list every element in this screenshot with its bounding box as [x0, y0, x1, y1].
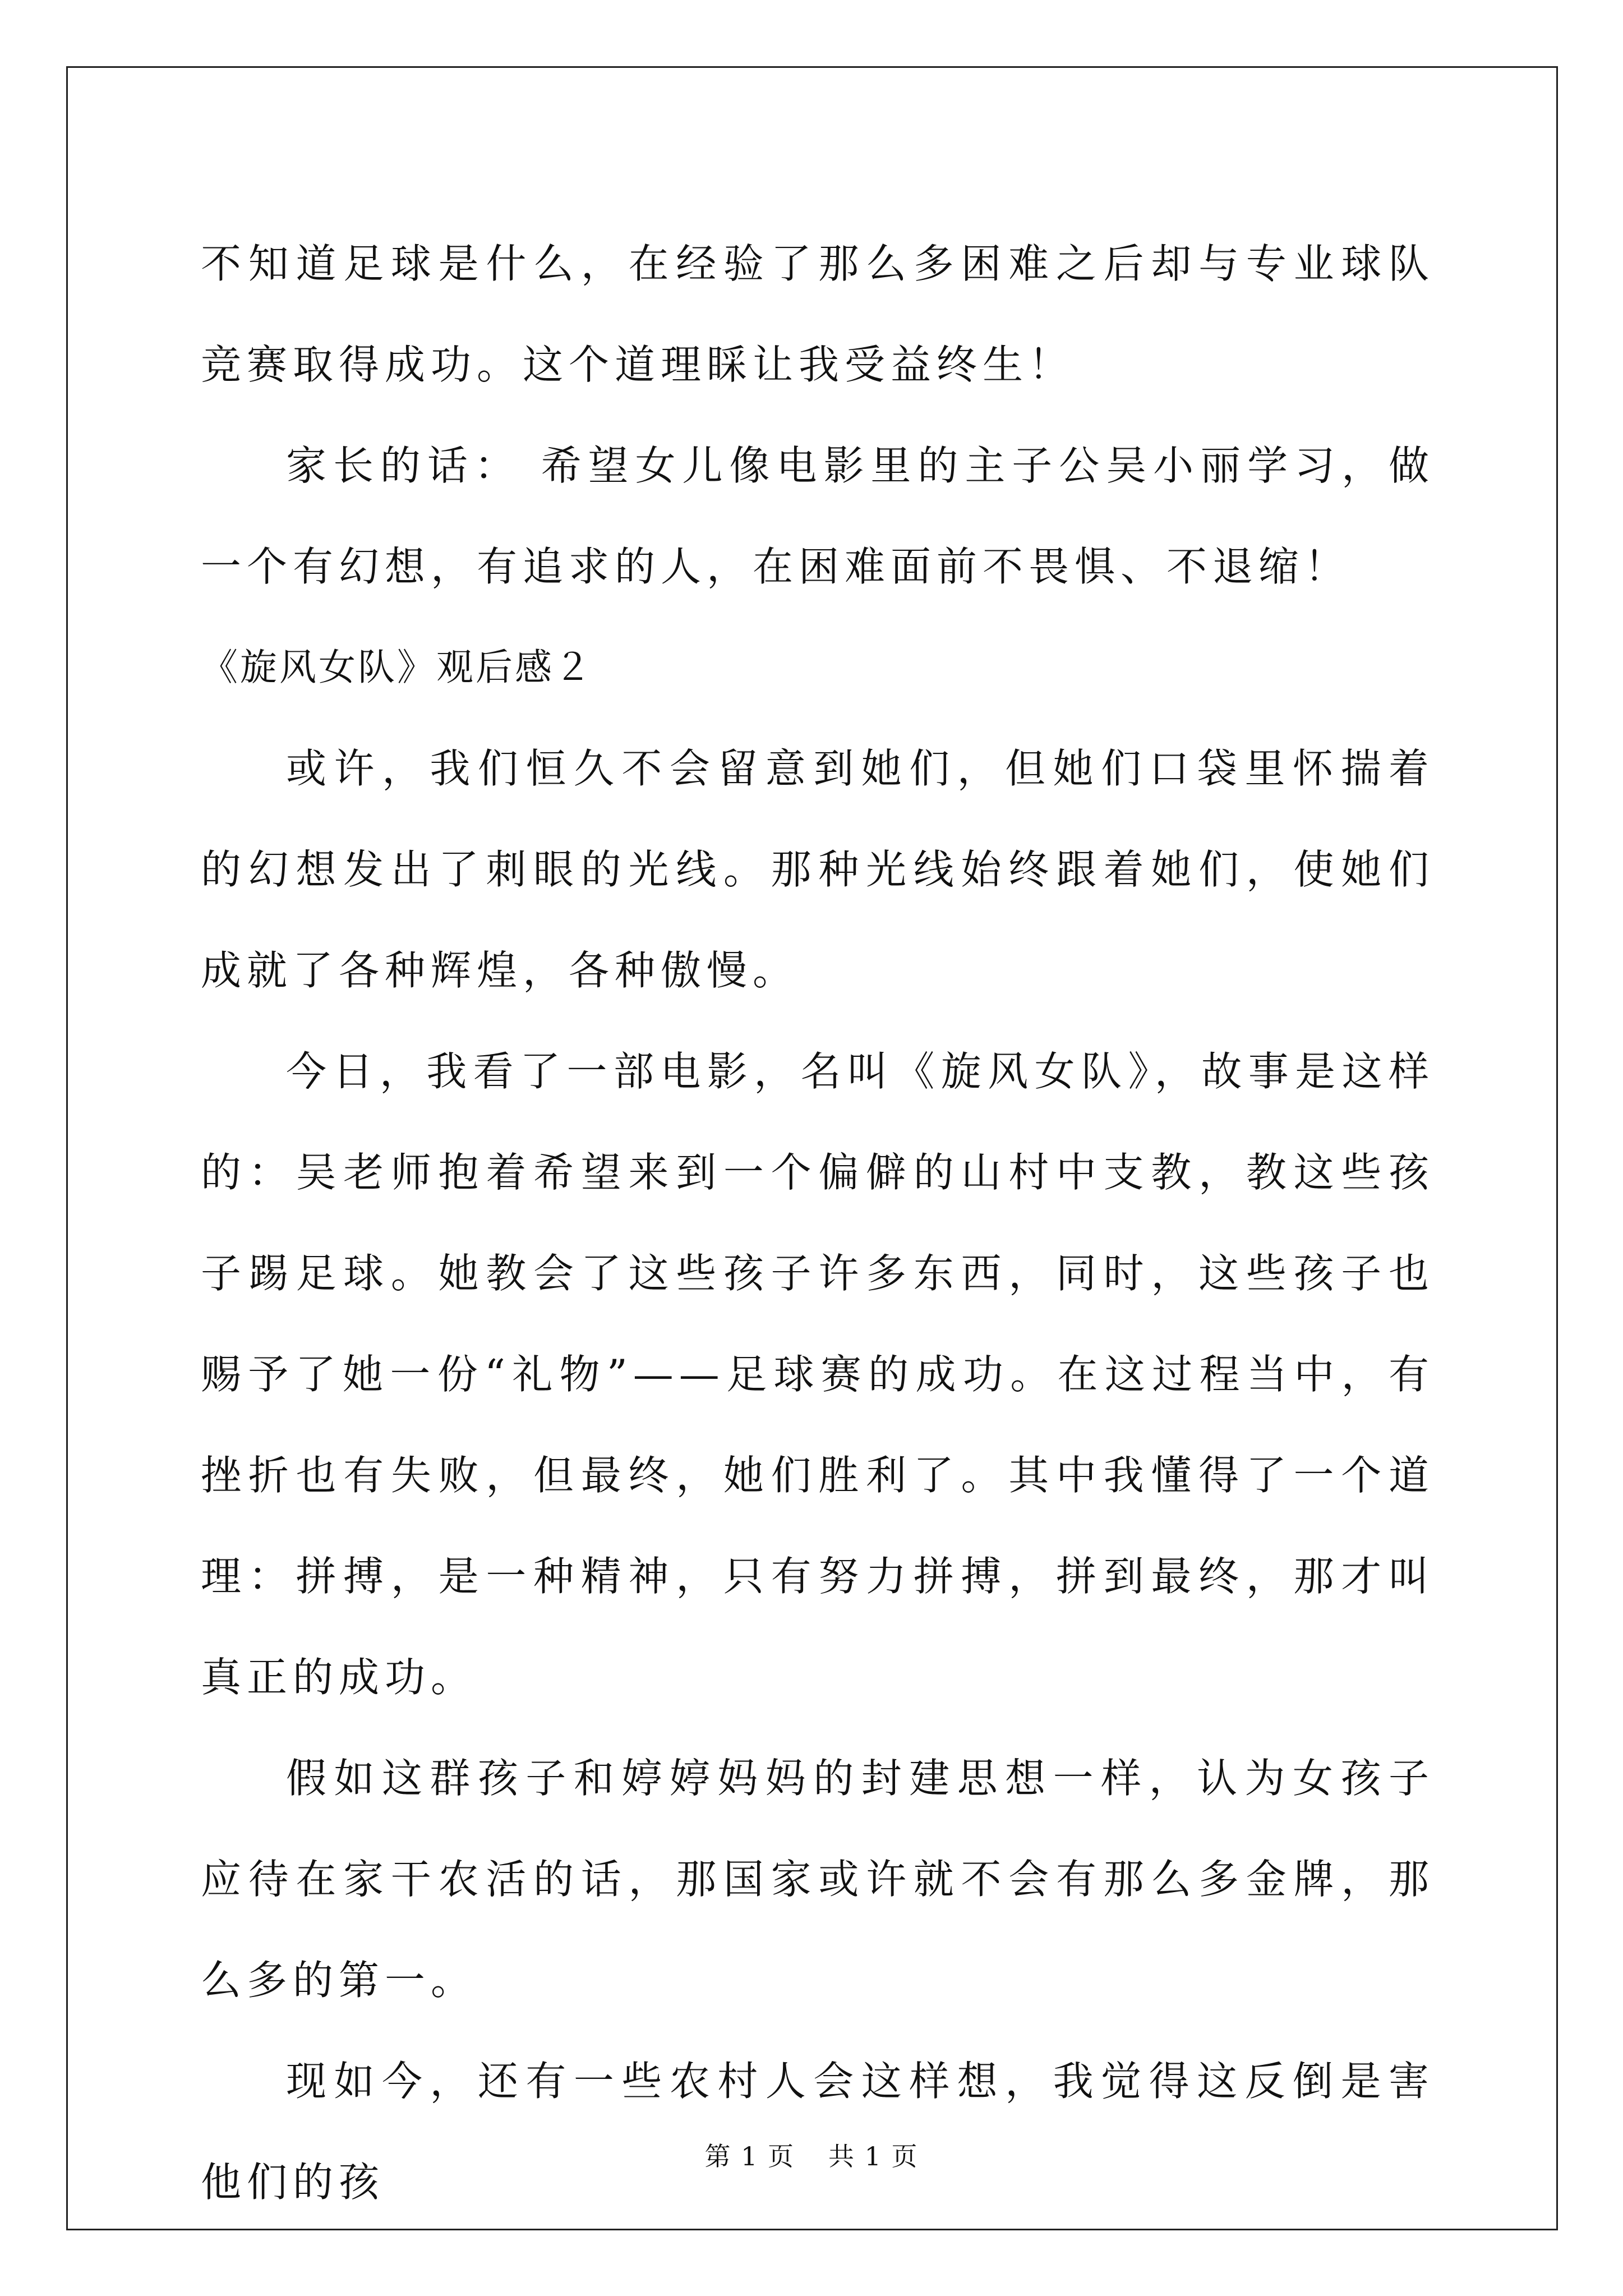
paragraph: 今日，我看了一部电影，名叫《旋风女队》，故事是这样的：吴老师抱着希望来到一个偏僻的山村中支教，教这些孩子踢足球。她教会了这些孩子许多东西，同时，这些孩子也赐予了她一份“礼物”——足球赛的成功。在这过程当中，有挫折也有失败，但最终，她们胜利了。其中我懂得了一个道理：拼搏，是一种精神，只有努力拼搏，拼到最终，那才叫真正的成功。: [201, 1048, 1435, 1701]
page-total: 共 1 页: [828, 2141, 919, 2171]
paragraph: 现如今，还有一些农村人会这样想，我觉得这反倒是害他们的孩: [201, 2058, 1435, 2206]
page-footer: [0, 2136, 1623, 2173]
section-heading: 《旋风女队》观后感２: [201, 646, 593, 689]
paragraph-continued: 不知道足球是什么，在经验了那么多困难之后却与专业球队竞赛取得成功。这个道理睬让我受益终生！: [201, 240, 1435, 388]
document-body: [201, 213, 1435, 2233]
paragraph: 或许，我们恒久不会留意到她们，但她们口袋里怀揣着的幻想发出了刺眼的光线。那种光线始终跟着她们，使她们成就了各种辉煌，各种傲慢。: [201, 745, 1435, 994]
page-number: 第 1 页: [704, 2141, 795, 2171]
paragraph: 假如这群孩子和婷婷妈妈的封建思想一样，认为女孩子应待在家干农活的话，那国家或许就不会有那么多金牌，那么多的第一。: [201, 1755, 1435, 2004]
paragraph-parent-comment: 家长的话： 希望女儿像电影里的主子公吴小丽学习，做一个有幻想，有追求的人，在困难面前不畏惧、不退缩！: [201, 442, 1435, 590]
